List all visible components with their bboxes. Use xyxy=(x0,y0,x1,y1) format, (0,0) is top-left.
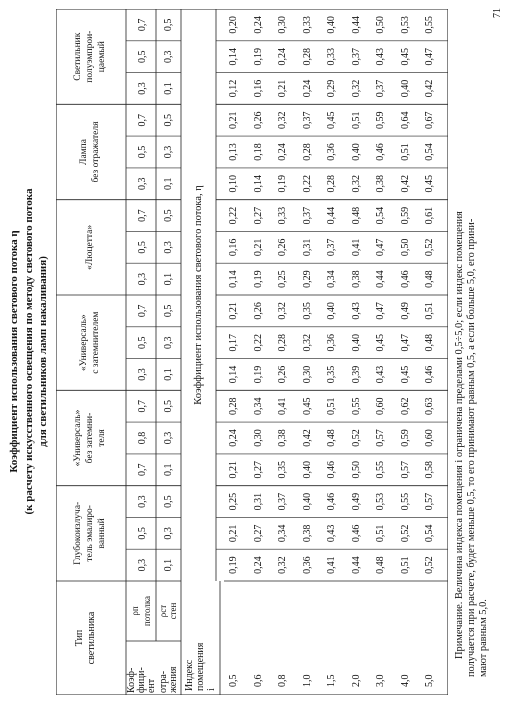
cell-value: 0,32 xyxy=(350,79,362,98)
cell-value: 0,58 xyxy=(424,461,435,479)
cell-value: 0,55 xyxy=(375,461,386,479)
cell-value: 0,21 xyxy=(228,461,239,479)
cell-value: 0,34 xyxy=(277,524,288,543)
rp-value: 0,3 xyxy=(137,82,148,95)
cell-value: 0,51 xyxy=(399,143,411,161)
cell-value: 0,49 xyxy=(350,492,362,511)
cell-value: 0,59 xyxy=(399,206,411,225)
rp-value: 0,5 xyxy=(137,145,148,159)
rp-value: 0,7 xyxy=(137,114,148,127)
cell-value: 0,41 xyxy=(326,556,337,574)
cell-value: 0,52 xyxy=(424,556,435,574)
cell-value: 0,52 xyxy=(399,524,411,543)
cell-value: 0,51 xyxy=(375,524,386,543)
group-name-0: тель эмалиро- xyxy=(85,505,95,562)
index-value: 1,5 xyxy=(326,674,337,687)
cell-value: 0,42 xyxy=(424,79,435,98)
table-title: Коэффициент использования светового потока η xyxy=(8,230,20,473)
cell-value: 0,29 xyxy=(301,270,313,288)
cell-value: 0,21 xyxy=(252,238,264,257)
cell-value: 0,26 xyxy=(252,302,264,320)
cell-value: 0,55 xyxy=(350,397,362,415)
group-name-5: полуэмпрои- xyxy=(85,30,95,83)
cell-value: 0,22 xyxy=(301,175,313,193)
cell-value: 0,28 xyxy=(277,333,288,352)
cell-value: 0,19 xyxy=(252,365,264,384)
rp-value: 0,5 xyxy=(137,336,148,349)
rp-value: 0,7 xyxy=(137,400,148,413)
span-label: Коэффициент использования светового потока, η xyxy=(193,185,204,405)
cell-value: 0,21 xyxy=(277,79,288,98)
cell-value: 0,42 xyxy=(399,175,411,193)
rp-value: 0,3 xyxy=(137,558,148,572)
rc-value: 0,3 xyxy=(163,336,174,349)
rp-value: 0,8 xyxy=(137,431,148,445)
cell-value: 0,10 xyxy=(228,175,239,193)
cell-value: 0,46 xyxy=(326,492,337,511)
table-subtitle: (к расчету искусственного освещения по методу светового потока xyxy=(23,188,35,515)
cell-value: 0,45 xyxy=(301,397,313,415)
cell-value: 0,45 xyxy=(399,365,411,384)
cell-value: 0,54 xyxy=(375,206,386,225)
cell-value: 0,40 xyxy=(326,302,337,320)
cell-value: 0,27 xyxy=(252,206,264,225)
cell-value: 0,37 xyxy=(375,79,386,98)
cell-value: 0,32 xyxy=(301,333,313,352)
cell-value: 0,28 xyxy=(326,175,337,193)
cell-value: 0,42 xyxy=(301,429,313,447)
cell-value: 0,48 xyxy=(424,270,435,288)
index-value: 0,8 xyxy=(277,674,288,687)
rp-header: потолка xyxy=(142,595,152,627)
cell-value: 0,16 xyxy=(228,238,239,257)
cell-value: 0,46 xyxy=(424,365,435,384)
rp-value: 0,3 xyxy=(137,177,148,191)
cell-value: 0,37 xyxy=(277,492,288,511)
coefficient-table xyxy=(56,9,448,695)
coef-header: отра- xyxy=(158,670,169,693)
cell-value: 0,55 xyxy=(424,16,435,34)
cell-value: 0,40 xyxy=(301,492,313,511)
index-value: 0,5 xyxy=(228,674,239,687)
coef-header: Коэф- xyxy=(126,667,137,693)
cell-value: 0,49 xyxy=(399,302,411,320)
cell-value: 0,20 xyxy=(228,16,239,34)
footnote-line-2: получается при расчете, будет меньше 0,5, то его принимают равным 0,5, а если больше 5,0, его прини- xyxy=(466,218,478,677)
cell-value: 0,22 xyxy=(252,333,264,352)
cell-value: 0,14 xyxy=(252,175,264,193)
cell-value: 0,64 xyxy=(399,111,411,129)
cell-value: 0,22 xyxy=(228,206,239,225)
index-value: 3,0 xyxy=(375,674,386,687)
coef-header: жения xyxy=(168,666,179,693)
cell-value: 0,45 xyxy=(399,47,411,66)
cell-value: 0,24 xyxy=(228,429,239,447)
cell-value: 0,41 xyxy=(350,238,362,257)
cell-value: 0,25 xyxy=(228,492,239,511)
cell-value: 0,53 xyxy=(375,492,386,511)
rc-value: 0,5 xyxy=(163,400,174,413)
cell-value: 0,35 xyxy=(301,302,313,320)
rc-value: 0,1 xyxy=(163,82,174,95)
rc-header: стен xyxy=(168,602,178,620)
cell-value: 0,53 xyxy=(399,16,411,34)
cell-value: 0,54 xyxy=(424,524,435,543)
coef-header: ент xyxy=(146,678,157,693)
cell-value: 0,24 xyxy=(252,556,264,574)
cell-value: 0,28 xyxy=(228,397,239,415)
cell-value: 0,51 xyxy=(326,397,337,415)
cell-value: 0,38 xyxy=(277,429,288,447)
rc-value: 0,3 xyxy=(163,431,174,445)
cell-value: 0,48 xyxy=(424,333,435,352)
cell-value: 0,62 xyxy=(399,397,411,415)
rc-value: 0,5 xyxy=(163,495,174,508)
cell-value: 0,32 xyxy=(277,556,288,574)
rc-value: 0,1 xyxy=(163,177,174,191)
cell-value: 0,46 xyxy=(375,143,386,161)
cell-value: 0,31 xyxy=(301,238,313,257)
cell-value: 0,44 xyxy=(350,556,362,574)
rc-value: 0,5 xyxy=(163,209,174,222)
rp-value: 0,3 xyxy=(137,495,148,508)
group-name-0: Глубокоизлуча- xyxy=(73,501,83,565)
cell-value: 0,40 xyxy=(326,16,337,34)
index-value: 0,6 xyxy=(252,674,264,687)
type-header: светильника xyxy=(86,611,97,665)
group-name-1: без затемни- xyxy=(85,412,95,464)
page-number: 71 xyxy=(492,8,503,18)
cell-value: 0,17 xyxy=(228,333,239,352)
cell-value: 0,46 xyxy=(326,461,337,479)
cell-value: 0,54 xyxy=(424,143,435,161)
cell-value: 0,19 xyxy=(228,556,239,574)
cell-value: 0,50 xyxy=(350,461,362,479)
cell-value: 0,38 xyxy=(350,270,362,288)
cell-value: 0,48 xyxy=(375,556,386,574)
cell-value: 0,35 xyxy=(326,365,337,384)
group-name-5: цаемый xyxy=(97,41,107,73)
cell-value: 0,21 xyxy=(228,524,239,543)
cell-value: 0,43 xyxy=(375,365,386,384)
group-name-2: «Универсаль» xyxy=(79,314,89,372)
cell-value: 0,21 xyxy=(228,302,239,320)
rp-value: 0,7 xyxy=(137,209,148,222)
cell-value: 0,27 xyxy=(252,461,264,479)
cell-value: 0,26 xyxy=(277,365,288,384)
index-value: 2,0 xyxy=(350,674,362,687)
index-header: Индекс xyxy=(184,659,195,691)
index-value: 1,0 xyxy=(301,674,313,687)
cell-value: 0,52 xyxy=(424,238,435,257)
rc-value: 0,5 xyxy=(163,304,174,318)
cell-value: 0,28 xyxy=(301,47,313,66)
index-header: помещения xyxy=(195,642,206,691)
cell-value: 0,19 xyxy=(252,270,264,288)
cell-value: 0,24 xyxy=(252,16,264,34)
cell-value: 0,14 xyxy=(228,47,239,66)
cell-value: 0,24 xyxy=(277,143,288,161)
cell-value: 0,43 xyxy=(375,47,386,66)
cell-value: 0,33 xyxy=(301,16,313,34)
cell-value: 0,51 xyxy=(424,302,435,320)
group-name-4: без отражателя xyxy=(91,121,101,183)
cell-value: 0,31 xyxy=(252,492,264,511)
cell-value: 0,45 xyxy=(375,333,386,352)
cell-value: 0,26 xyxy=(252,111,264,129)
cell-value: 0,43 xyxy=(350,302,362,320)
cell-value: 0,63 xyxy=(424,397,435,415)
index-value: 4,0 xyxy=(399,674,411,687)
cell-value: 0,27 xyxy=(252,524,264,543)
cell-value: 0,44 xyxy=(375,270,386,288)
cell-value: 0,19 xyxy=(252,47,264,66)
rc-value: 0,5 xyxy=(163,18,174,32)
cell-value: 0,30 xyxy=(301,365,313,384)
rc-value: 0,1 xyxy=(163,368,174,381)
cell-value: 0,51 xyxy=(399,556,411,574)
cell-value: 0,47 xyxy=(399,333,411,352)
cell-value: 0,33 xyxy=(277,206,288,225)
table-subtitle-2: для светильников ламп накаливания) xyxy=(37,256,49,447)
cell-value: 0,59 xyxy=(375,111,386,129)
cell-value: 0,40 xyxy=(350,143,362,161)
cell-value: 0,47 xyxy=(375,238,386,257)
footnote xyxy=(454,11,491,677)
cell-value: 0,57 xyxy=(424,492,435,511)
cell-value: 0,37 xyxy=(326,238,337,257)
cell-value: 0,29 xyxy=(326,79,337,98)
cell-value: 0,19 xyxy=(277,175,288,193)
cell-value: 0,14 xyxy=(228,365,239,384)
index-header: i xyxy=(206,688,217,691)
cell-value: 0,67 xyxy=(424,111,435,129)
group-name-0: ванный xyxy=(97,518,107,549)
cell-value: 0,47 xyxy=(375,302,386,320)
cell-value: 0,32 xyxy=(350,175,362,193)
cell-value: 0,21 xyxy=(228,111,239,129)
cell-value: 0,32 xyxy=(277,302,288,320)
group-name-1: «Универсаль» xyxy=(73,409,83,467)
cell-value: 0,52 xyxy=(350,429,362,447)
footnote-line-3: мают равным 5,0. xyxy=(478,599,490,677)
cell-value: 0,51 xyxy=(350,111,362,129)
cell-value: 0,40 xyxy=(350,333,362,352)
cell-value: 0,45 xyxy=(424,175,435,193)
cell-value: 0,43 xyxy=(326,524,337,543)
cell-value: 0,50 xyxy=(399,238,411,257)
rp-value: 0,7 xyxy=(137,18,148,32)
group-name-3: «Люцетта» xyxy=(85,224,95,270)
rc-value: 0,5 xyxy=(163,114,174,127)
rp-value: 0,5 xyxy=(137,527,148,540)
rc-value: 0,1 xyxy=(163,463,174,477)
rc-value: 0,3 xyxy=(163,145,174,159)
cell-value: 0,61 xyxy=(424,206,435,225)
rc-value: 0,3 xyxy=(163,241,174,254)
cell-value: 0,30 xyxy=(277,16,288,34)
rp-value: 0,5 xyxy=(137,241,148,254)
cell-value: 0,14 xyxy=(228,270,239,288)
cell-value: 0,40 xyxy=(301,461,313,479)
cell-value: 0,45 xyxy=(326,111,337,129)
type-header: Тип xyxy=(74,629,85,647)
cell-value: 0,33 xyxy=(326,47,337,66)
coef-header: фици- xyxy=(136,667,147,693)
cell-value: 0,36 xyxy=(301,556,313,574)
group-name-1: теля xyxy=(97,429,107,447)
cell-value: 0,35 xyxy=(277,461,288,479)
cell-value: 0,37 xyxy=(350,47,362,66)
cell-value: 0,25 xyxy=(277,270,288,288)
footnote-line-1: Примечание. Величина индекса помещения i ограничена пределами 0,5÷5,0; если индекс помещения xyxy=(454,211,465,659)
cell-value: 0,18 xyxy=(252,143,264,161)
cell-value: 0,44 xyxy=(326,206,337,225)
rp-value: 0,7 xyxy=(137,304,148,318)
cell-value: 0,48 xyxy=(350,206,362,225)
rc-value: 0,1 xyxy=(163,558,174,572)
rc-value: 0,1 xyxy=(163,272,174,286)
cell-value: 0,36 xyxy=(326,333,337,352)
rp-value: 0,3 xyxy=(137,272,148,286)
group-name-2: с затемнителем xyxy=(91,311,101,374)
rp-header: ρп xyxy=(130,606,140,616)
rc-value: 0,3 xyxy=(163,50,174,63)
group-name-5: Светильник xyxy=(73,32,83,81)
cell-value: 0,38 xyxy=(375,175,386,193)
index-value: 5,0 xyxy=(424,674,435,687)
group-name-4: Лампа xyxy=(79,139,89,165)
cell-value: 0,16 xyxy=(252,79,264,98)
cell-value: 0,38 xyxy=(301,524,313,543)
cell-value: 0,46 xyxy=(399,270,411,288)
cell-value: 0,55 xyxy=(399,492,411,511)
cell-value: 0,44 xyxy=(350,16,362,34)
cell-value: 0,28 xyxy=(301,143,313,161)
cell-value: 0,59 xyxy=(399,429,411,447)
rc-value: 0,3 xyxy=(163,527,174,540)
cell-value: 0,32 xyxy=(277,111,288,129)
cell-value: 0,48 xyxy=(326,429,337,447)
cell-value: 0,47 xyxy=(424,47,435,66)
cell-value: 0,60 xyxy=(375,397,386,415)
cell-value: 0,37 xyxy=(301,206,313,225)
cell-value: 0,24 xyxy=(301,79,313,98)
cell-value: 0,36 xyxy=(326,143,337,161)
cell-value: 0,34 xyxy=(252,397,264,415)
cell-value: 0,57 xyxy=(399,461,411,479)
cell-value: 0,40 xyxy=(399,79,411,98)
cell-value: 0,26 xyxy=(277,238,288,257)
rp-value: 0,7 xyxy=(137,463,148,477)
cell-value: 0,41 xyxy=(277,397,288,415)
cell-value: 0,39 xyxy=(350,365,362,384)
rp-value: 0,5 xyxy=(137,50,148,63)
cell-value: 0,37 xyxy=(301,111,313,129)
cell-value: 0,50 xyxy=(375,16,386,34)
cell-value: 0,46 xyxy=(350,524,362,543)
rc-header: ρст xyxy=(158,604,168,618)
rp-value: 0,3 xyxy=(137,368,148,381)
cell-value: 0,57 xyxy=(375,429,386,447)
cell-value: 0,24 xyxy=(277,47,288,66)
cell-value: 0,12 xyxy=(228,79,239,98)
cell-value: 0,30 xyxy=(252,429,264,447)
cell-value: 0,60 xyxy=(424,429,435,447)
cell-value: 0,34 xyxy=(326,270,337,288)
cell-value: 0,13 xyxy=(228,143,239,161)
